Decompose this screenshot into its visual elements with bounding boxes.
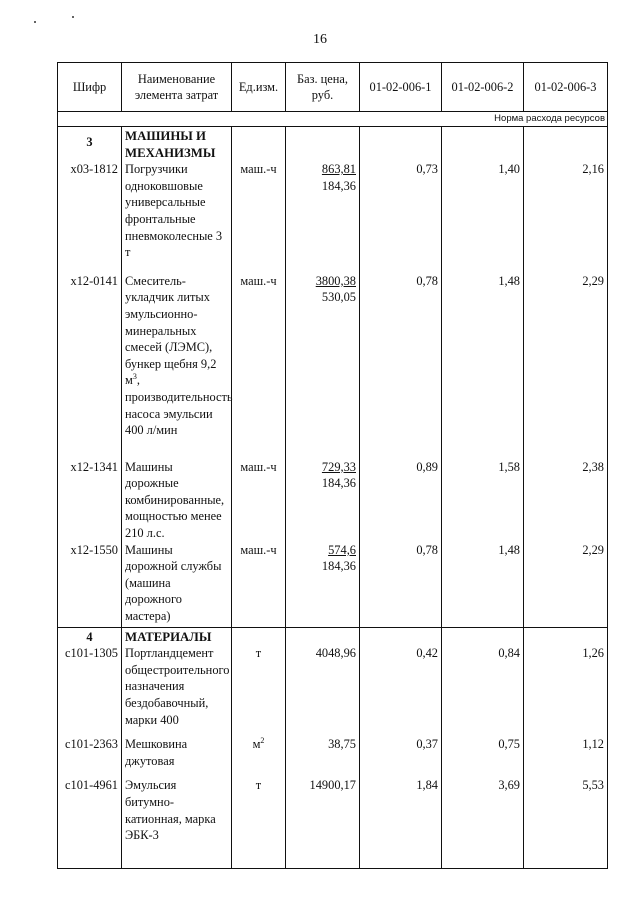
cell-value-1: 1,84 <box>360 769 442 843</box>
section-title: МАШИНЫ И МЕХАНИЗМЫ <box>122 127 232 162</box>
price-top: 729,33 <box>321 459 356 474</box>
resource-norms-table <box>57 62 608 869</box>
scan-speck <box>72 16 74 18</box>
cell-value-1: 0,89 <box>360 451 442 542</box>
header-col3: 01-02-006-3 <box>524 63 608 112</box>
cell-price <box>286 542 360 627</box>
cell-value-3: 2,29 <box>524 542 608 627</box>
name-text-tail: , производительность насоса эмульсии 400 л/мин <box>125 373 233 438</box>
cell-name: Портландцемент общестроительного назначения бездобавочный, марки 400 <box>122 645 232 728</box>
cell-unit: т <box>232 769 286 843</box>
price-bottom: 184,36 <box>321 476 356 491</box>
cell-price: 14900,17 <box>286 769 360 843</box>
table-bottom-spacer <box>58 844 608 869</box>
cell-value-3: 1,26 <box>524 645 608 728</box>
table-row <box>58 161 608 261</box>
cell-price: 38,75 <box>286 728 360 769</box>
table-row <box>58 261 608 451</box>
header-col1: 01-02-006-1 <box>360 63 442 112</box>
cell-value-1: 0,73 <box>360 161 442 261</box>
name-superscript: 3 <box>132 372 137 382</box>
norm-label-row <box>58 112 608 127</box>
cell-name: Эмульсия битумно-катионная, марка ЭБК-3 <box>122 769 232 843</box>
cell-value-2: 1,48 <box>442 261 524 451</box>
header-unit: Ед.изм. <box>232 63 286 112</box>
cell-price <box>286 161 360 261</box>
cell-value-2: 1,48 <box>442 542 524 627</box>
unit-text: м <box>252 737 261 752</box>
cell-code: х12-0141 <box>58 261 122 451</box>
cell-code: с101-4961 <box>58 769 122 843</box>
cell-code: х12-1550 <box>58 542 122 627</box>
table-row <box>58 542 608 627</box>
cell-unit: маш.-ч <box>232 451 286 542</box>
table-row <box>58 769 608 843</box>
cell-unit: т <box>232 645 286 728</box>
table-row <box>58 728 608 769</box>
header-col2: 01-02-006-2 <box>442 63 524 112</box>
cell-value-3: 1,12 <box>524 728 608 769</box>
cell-value-2: 0,84 <box>442 645 524 728</box>
cell-value-3: 5,53 <box>524 769 608 843</box>
cell-unit: маш.-ч <box>232 542 286 627</box>
section-row <box>58 627 608 645</box>
name-text: Смеситель-укладчик литых эмульсионно-минеральных смесей (ЛЭМС), бункер щебня 9,2 м <box>125 273 217 388</box>
header-code: Шифр <box>58 63 122 112</box>
cell-name: Машины дорожные комбинированные, мощностью менее 210 л.с. <box>122 451 232 542</box>
cell-value-3: 2,29 <box>524 261 608 451</box>
cell-name: Машины дорожной службы (машина дорожного мастера) <box>122 542 232 627</box>
cell-unit: маш.-ч <box>232 161 286 261</box>
cell-name: Погрузчики одноковшовые универсальные фронтальные пневмоколесные 3 т <box>122 161 232 261</box>
cell-value-2: 0,75 <box>442 728 524 769</box>
cell-code: с101-2363 <box>58 728 122 769</box>
cell-value-1: 0,37 <box>360 728 442 769</box>
table-row <box>58 645 608 728</box>
price-top: 3800,38 <box>315 273 356 288</box>
cell-value-1: 0,42 <box>360 645 442 728</box>
table-row <box>58 451 608 542</box>
price-bottom: 530,05 <box>321 290 356 305</box>
cell-unit: маш.-ч <box>232 261 286 451</box>
cell-value-1: 0,78 <box>360 261 442 451</box>
price-top: 574,6 <box>328 542 356 557</box>
cell-value-2: 3,69 <box>442 769 524 843</box>
page-number: 16 <box>313 32 327 47</box>
cell-value-3: 2,16 <box>524 161 608 261</box>
norm-label: Норма расхода ресурсов <box>58 112 608 127</box>
unit-superscript: 2 <box>260 736 265 746</box>
section-row <box>58 127 608 162</box>
cell-price <box>286 451 360 542</box>
price-bottom: 184,36 <box>321 178 356 193</box>
cell-price: 4048,96 <box>286 645 360 728</box>
cell-unit <box>232 728 286 769</box>
section-number: 3 <box>58 127 122 162</box>
table-header-row <box>58 63 608 112</box>
section-number: 4 <box>58 627 122 645</box>
cell-price <box>286 261 360 451</box>
cell-value-3: 2,38 <box>524 451 608 542</box>
price-top: 863,81 <box>321 162 356 177</box>
price-bottom: 184,36 <box>321 559 356 574</box>
cell-value-2: 1,58 <box>442 451 524 542</box>
cell-code: х12-1341 <box>58 451 122 542</box>
cell-code: х03-1812 <box>58 161 122 261</box>
cell-value-2: 1,40 <box>442 161 524 261</box>
cell-value-1: 0,78 <box>360 542 442 627</box>
cell-name <box>122 261 232 451</box>
cell-name: Мешковина джутовая <box>122 728 232 769</box>
scan-speck <box>34 21 36 23</box>
section-title: МАТЕРИАЛЫ <box>122 627 232 645</box>
header-name: Наименование элемента затрат <box>122 63 232 112</box>
header-price: Баз. цена, руб. <box>286 63 360 112</box>
cell-code: с101-1305 <box>58 645 122 728</box>
